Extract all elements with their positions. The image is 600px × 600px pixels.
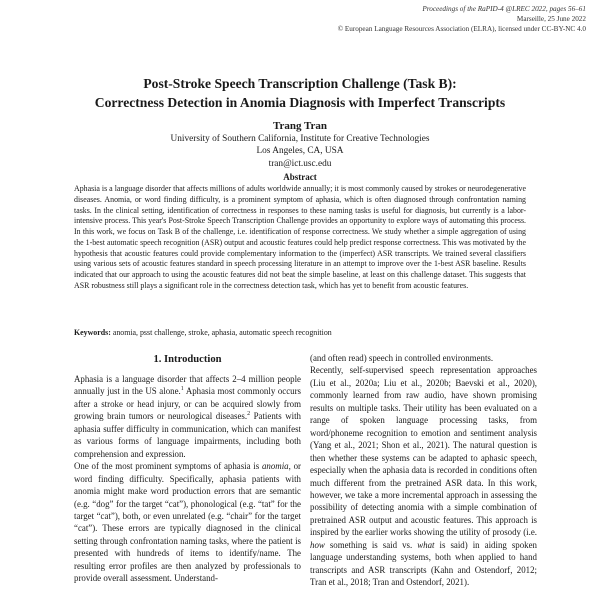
paper-title: [0, 74, 600, 112]
intro-p1-part-b: Aphasia most commonly occurs after a stroke or head injury, or can be acquired slowly from growing brain tumors or neurological diseases.: [74, 386, 301, 422]
abstract-heading: Abstract: [283, 172, 317, 182]
intro-paragraph-1: [74, 373, 301, 460]
right-p2-how: how: [310, 539, 325, 550]
abstract-text: Aphasia is a language disorder that affects millions of adults worldwide annually; it is most commonly caused by strokes or neurodegenerative diseases. Anomia, or word finding difficulty, is a prominent symptom of aphasia, which is often diagnosed through confrontation naming tasks. In the clinical setting, identification of correctness in responses to these naming tasks is useful for diagnosis, but currently is a labor-intensive process. This year's Post-Stroke Speech Transcription Challenge provides an opportunity to explore ways of automating this process. In this work, we focus on Task B of the challenge, i.e. identification of response correctness. We study whether a simple aggregation of using the 1-best automatic speech recognition (ASR) output and acoustic features could help predict response correctness. This was motivated by the hypothesis that acoustic features could provide complementary information to the (imperfect) ASR transcripts. We trained several classifiers using various sets of acoustic features standard in speech processing literature in an attempt to improve over the 1-best ASR baseline. Results indicated that our approach to using the acoustic features did not beat the simple baseline, at least on this challenge dataset. This suggests that ASR robustness still plays a significant role in the correctness detection task, which has yet to benefit from acoustic features.: [74, 184, 526, 290]
author-name: Trang Tran: [272, 120, 328, 132]
right-paragraph-2: [310, 364, 537, 588]
location-line: Marseille, 25 June 2022: [516, 15, 586, 24]
keywords-line: [74, 327, 526, 338]
right-p2-part-a: Recently, self-supervised speech representation approaches (Liu et al., 2020a; Liu et al., 2020b; Baevski et al., 2020), commonly learned from raw audio, have shown promising results on multiple tasks. Their utility has been evaluated on a range of spoken language processing tasks, from word/phoneme recognition to emotion and sentiment analysis (Yang et al., 2021; Shon et al., 2021). The natural question is then whether these systems can be adapted to aphasic speech, especially when the aphasia data is recorded in conditions often much different from the pretrained ASR data. In this work, however, we take a more incremental approach in assessing the possibility of detecting anomia with a simple combination of pretrained ASR output and acoustic features. This approach is inspired by the earlier works showing the utility of prosody (i.e.: [310, 365, 537, 538]
footnote-marker-2: 2: [247, 411, 251, 418]
author-affiliation: University of Southern California, Institute for Creative Technologies: [170, 134, 430, 144]
footnote-marker-1: 1: [180, 386, 184, 393]
intro-p1-part-a: Aphasia is a language disorder that affects 2–4 million people annually just in the US alone.: [74, 374, 301, 397]
copyright-line: © European Language Resources Association (ELRA), licensed under CC-BY-NC 4.0: [337, 25, 586, 34]
author-email: tran@ict.usc.edu: [268, 158, 332, 169]
proceedings-line: Proceedings of the RaPID-4 @LREC 2022, pages 56–61: [422, 5, 586, 13]
right-p2-part-b: something is said vs.: [324, 539, 418, 550]
author-block: [0, 119, 600, 170]
right-column: [310, 352, 537, 589]
page-header: [166, 4, 586, 35]
section-heading-introduction: 1. Introduction: [153, 354, 222, 365]
right-p2-what: what: [417, 539, 435, 550]
title-line-1: Post-Stroke Speech Transcription Challenge (Task B):: [143, 76, 457, 91]
intro-p2-part-b: , or word finding difficulty. Specifically, aphasia patients with anomia might make word production errors that are semantic (e.g. “dog” for the target “cat”), phonological (e.g. “tat” for the target “cat”), both, or even unrelated (e.g. “chair” for the target “cat”). These errors are typically diagnosed in the clinical setting through confrontation naming tasks, where the patient is presented with hundreds of items to identify/name. The resulting error profiles are then analyzed by professionals to provide overall assessment. Understand-: [74, 461, 301, 584]
keywords-text: anomia, psst challenge, stroke, aphasia, automatic speech recognition: [112, 328, 332, 337]
title-line-2: Correctness Detection in Anomia Diagnosis with Imperfect Transcripts: [94, 95, 506, 110]
right-paragraph-1: (and often read) speech in controlled environments.: [310, 353, 494, 363]
left-column: [74, 350, 301, 585]
intro-p1-part-c: Patients with aphasia suffer difficulty in communication, which can manifest as various forms of language impairments, including both comprehension and expression.: [74, 411, 301, 459]
right-p2-part-c: is said) in aiding spoken language understanding systems, both when applied to hand transcripts and ASR transcripts (Kahn and Ostendorf, 2012; Tran et al., 2018; Tran and Ostendorf, 2021).: [310, 539, 537, 588]
keywords-label: Keywords:: [74, 328, 111, 337]
intro-paragraph-2: [74, 460, 301, 585]
intro-p2-part-a: One of the most prominent symptoms of aphasia is: [74, 461, 262, 472]
intro-p2-anomia: anomia: [261, 461, 289, 472]
author-address: Los Angeles, CA, USA: [256, 146, 344, 157]
